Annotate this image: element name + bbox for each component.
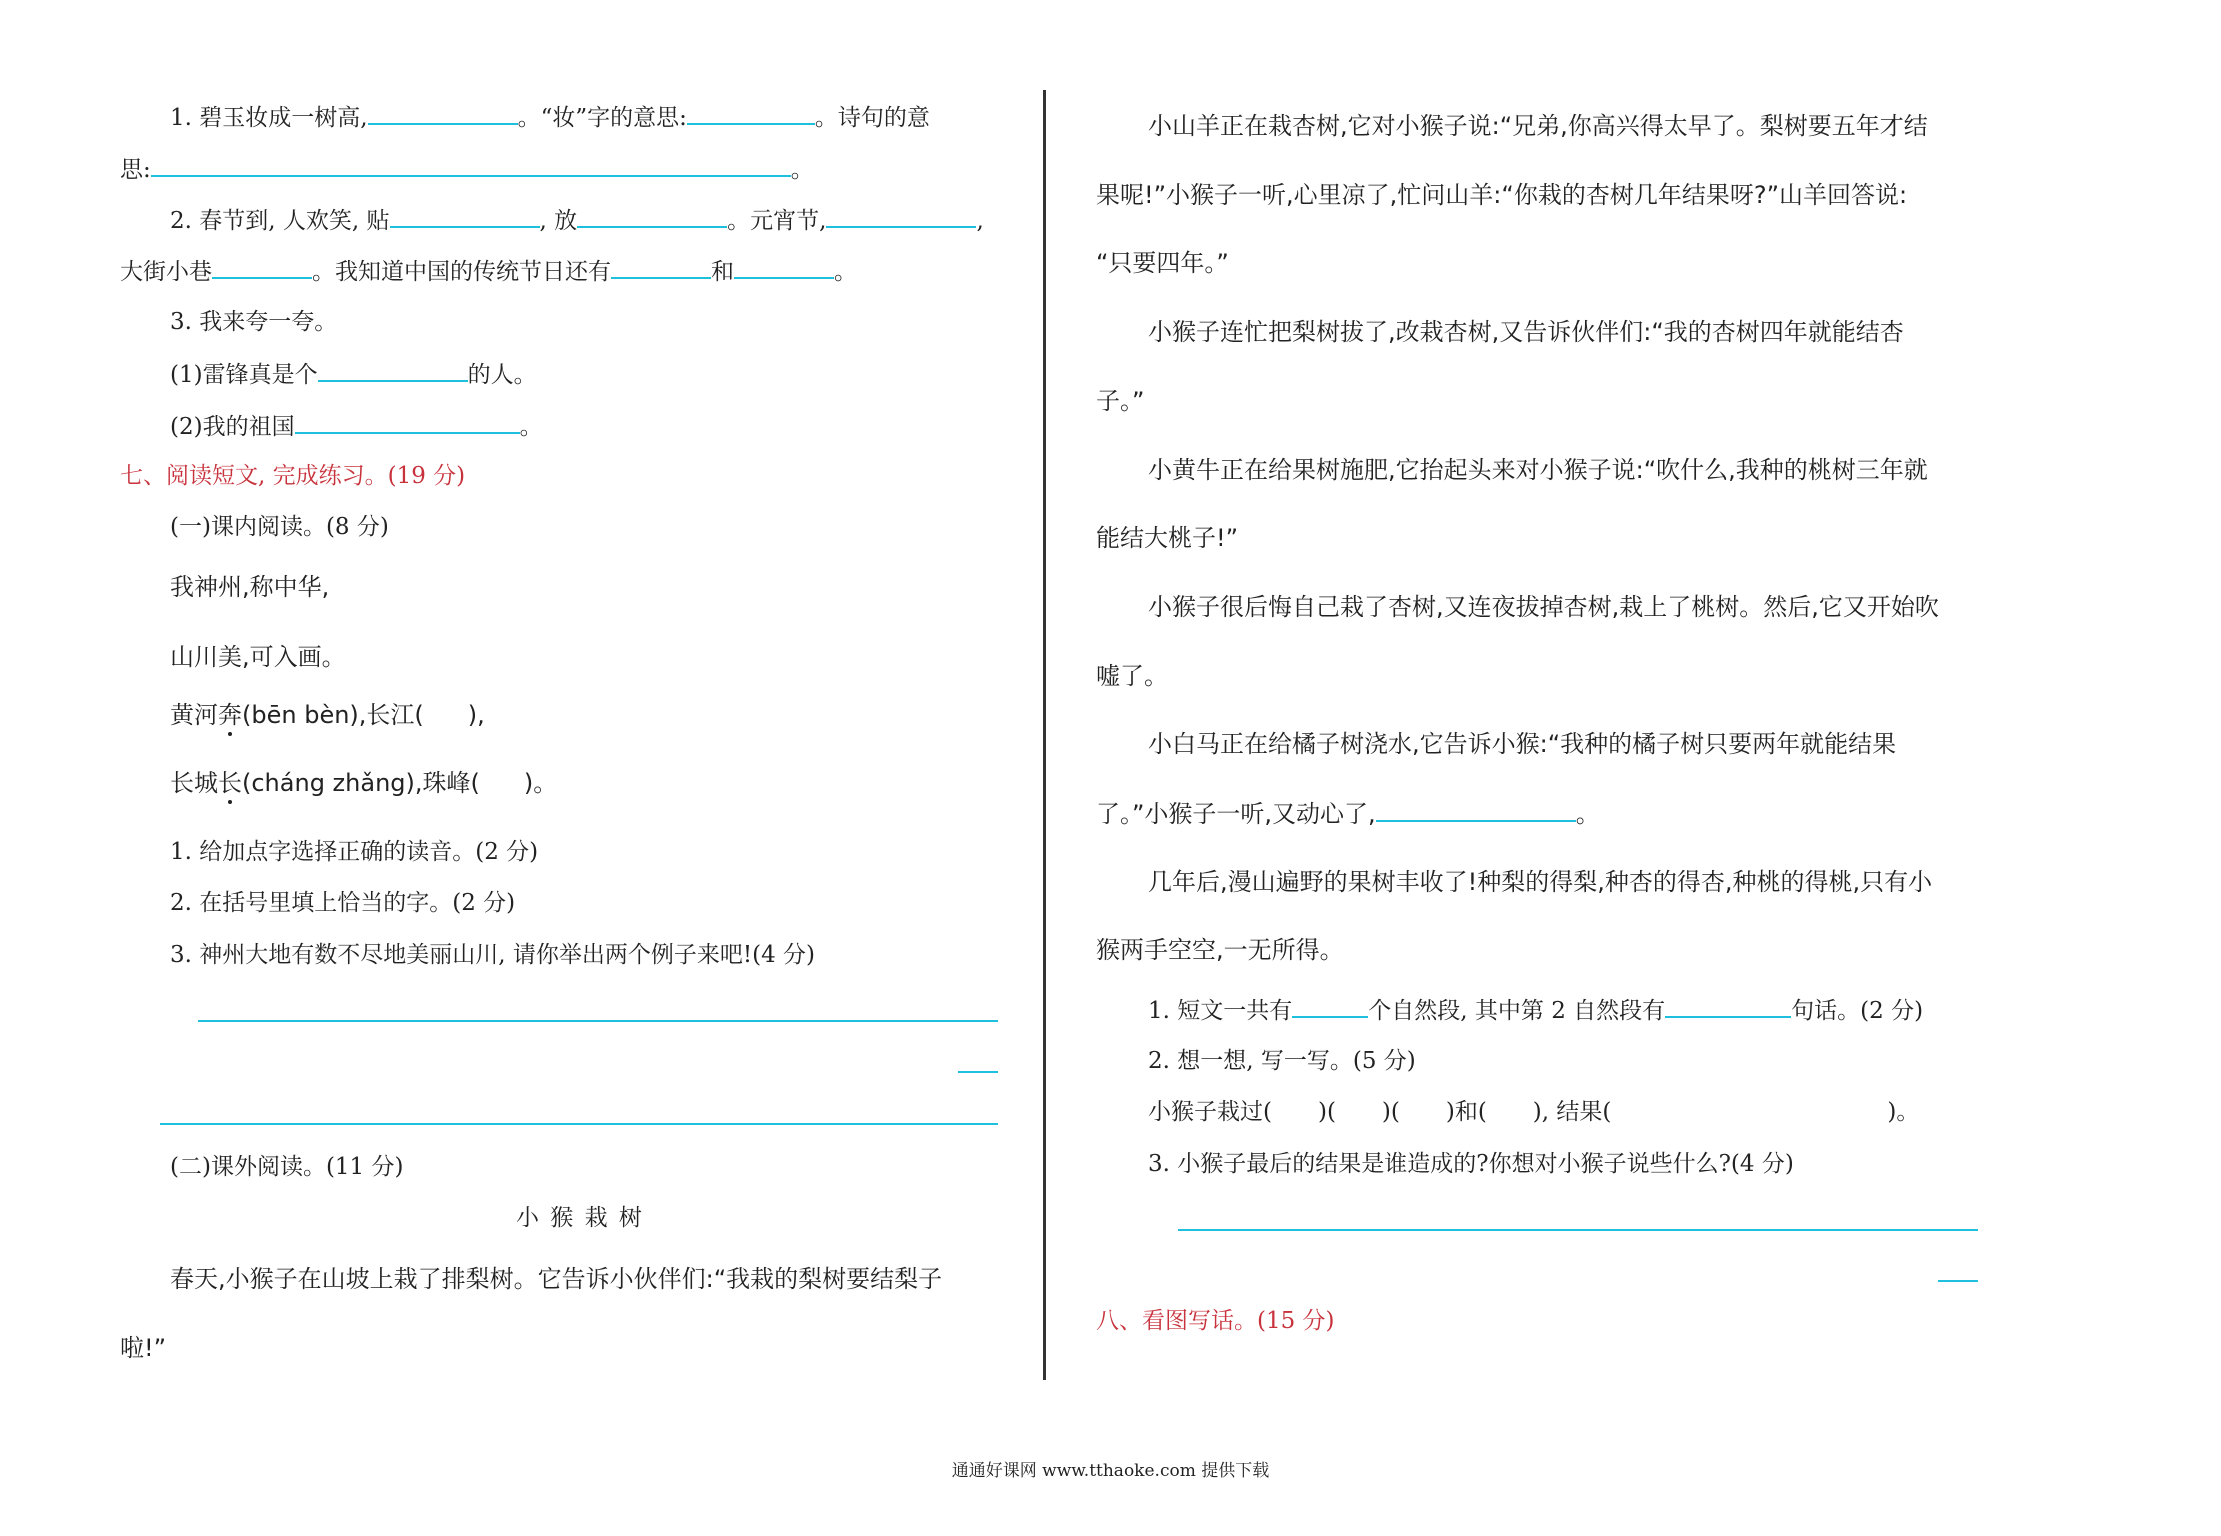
story-para-2b: 果呢!”小猴子一听,心里凉了,忙问山羊:“你栽的杏树几年结果呀?”山羊回答说: [1096,181,1908,209]
answer-blank[interactable] [611,255,711,279]
answer-blank[interactable] [826,204,976,228]
q2-line1: 2. 春节到, 人欢笑, 贴 , 放 。元宵节, , [170,204,984,236]
reading-question-2-blanks[interactable]: 小猴子栽过( )( )( )和( ), 结果( )。 [1148,1099,1920,1125]
column-divider [1043,90,1046,1380]
answer-line[interactable] [1938,1280,1978,1282]
answer-blank[interactable] [1665,994,1791,1018]
poem-question-3: 3. 神州大地有数不尽地美丽山川, 请你举出两个例子来吧!(4 分) [170,942,816,968]
poem-line-4: 长城长(cháng zhǎng),珠峰( )。 [170,769,558,797]
story-para-5a: 小猴子很后悔自己栽了杏树,又连夜拔掉杏树,栽上了桃树。然后,它又开始吹 [1148,593,1939,621]
answer-blank[interactable] [151,153,791,177]
poem-question-1: 1. 给加点字选择正确的读音。(2 分) [170,839,539,865]
section-8-heading: 八、看图写话。(15 分) [1096,1308,1335,1334]
poem-line-3: 黄河奔(bēn bèn),长江( ), [170,701,485,729]
reading-question-3: 3. 小猴子最后的结果是谁造成的?你想对小猴子说些什么?(4 分) [1148,1151,1794,1177]
part-1-heading: (一)课内阅读。(8 分) [170,514,389,540]
dotted-char: 奔 [218,701,242,729]
answer-line[interactable] [160,1123,998,1125]
q3-title: 3. 我来夸一夸。 [170,309,338,335]
q2-line2: 大街小巷 。我知道中国的传统节日还有 和 。 [120,255,857,287]
answer-line[interactable] [1178,1229,1978,1231]
story-para-2c: “只要四年。” [1096,249,1229,277]
story-para-3a: 小猴子连忙把梨树拔了,改栽杏树,又告诉伙伴们:“我的杏树四年就能结杏 [1148,318,1904,346]
answer-blank[interactable] [734,255,834,279]
story-para-1b: 啦!” [120,1334,167,1362]
answer-blank[interactable] [390,204,540,228]
story-para-2a: 小山羊正在栽杏树,它对小猴子说:“兄弟,你高兴得太早了。梨树要五年才结 [1148,112,1928,140]
reading-question-2: 2. 想一想, 写一写。(5 分) [1148,1048,1416,1074]
q3-sub2: (2)我的祖国 。 [170,410,543,442]
story-para-1a: 春天,小猴子在山坡上栽了排梨树。它告诉小伙伴们:“我栽的梨树要结梨子 [170,1265,943,1293]
answer-line[interactable] [198,1020,998,1022]
answer-blank[interactable] [687,101,815,125]
story-para-7a: 几年后,漫山遍野的果树丰收了!种梨的得梨,种杏的得杏,种桃的得桃,只有小 [1148,868,1933,896]
answer-blank[interactable] [212,255,312,279]
story-para-6a: 小白马正在给橘子树浇水,它告诉小猴:“我种的橘子树只要两年就能结果 [1148,730,1897,758]
dotted-char: 长 [218,769,242,797]
part-2-heading: (二)课外阅读。(11 分) [170,1154,404,1180]
footer-source: 通通好课网 www.tthaoke.com 提供下载 [951,1461,1270,1481]
poem-line-1: 我神州,称中华, [170,573,330,601]
story-para-4b: 能结大桃子!” [1096,524,1239,552]
answer-blank[interactable] [1292,994,1368,1018]
answer-line[interactable] [958,1071,998,1073]
story-para-3b: 子。” [1096,387,1145,415]
story-para-7b: 猴两手空空,一无所得。 [1096,936,1344,964]
poem-line-2: 山川美,可入画。 [170,643,346,671]
story-para-6b: 了。”小猴子一听,又动心了, 。 [1096,800,1600,828]
q1-line2: 思: 。 [120,153,814,185]
reading-question-1: 1. 短文一共有 个自然段, 其中第 2 自然段有 句话。(2 分) [1148,994,1923,1026]
answer-blank[interactable] [577,204,727,228]
q3-sub1: (1)雷锋真是个 的人。 [170,358,537,390]
answer-blank[interactable] [368,101,518,125]
section-7-heading: 七、阅读短文, 完成练习。(19 分) [120,463,466,489]
story-title: 小 猴 栽 树 [516,1205,644,1231]
answer-blank[interactable] [318,358,468,382]
answer-blank[interactable] [295,410,520,434]
story-para-4a: 小黄牛正在给果树施肥,它抬起头来对小猴子说:“吹什么,我种的桃树三年就 [1148,456,1928,484]
story-para-5b: 嘘了。 [1096,662,1168,690]
answer-blank[interactable] [1376,798,1576,822]
poem-question-2: 2. 在括号里填上恰当的字。(2 分) [170,890,516,916]
q1-line1: 1. 碧玉妆成一树高, 。“妆”字的意思: 。诗句的意 [170,101,930,133]
